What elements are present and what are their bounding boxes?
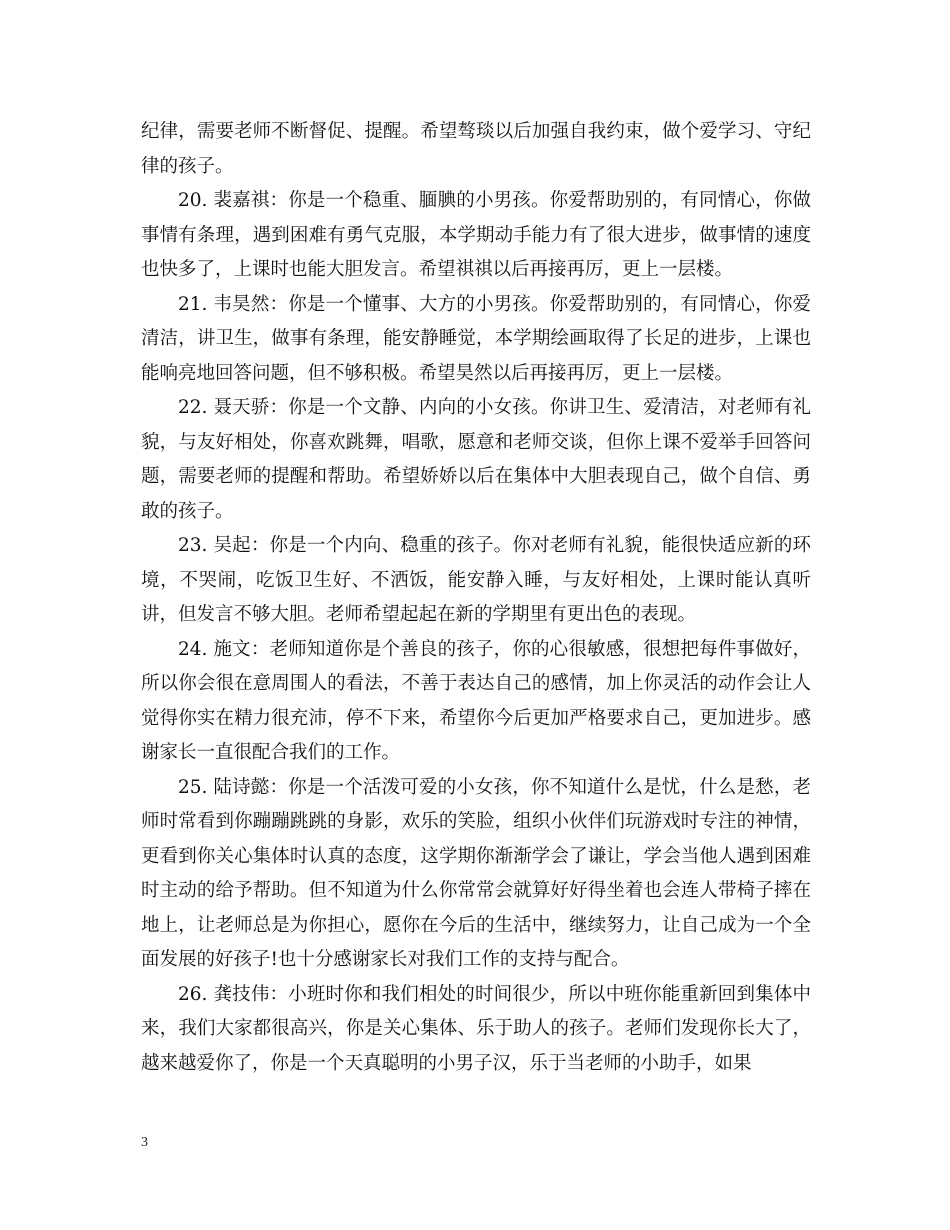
paragraph-item-21: 21. 韦昊然：你是一个懂事、大方的小男孩。你爱帮助别的，有同情心，你爱清洁，讲卫生，做事有条理，能安静睡觉，本学期绘画取得了长足的进步，上课也能响亮地回答问题，但不够积极。希望昊然以后再接再厉，更上一层楼。 <box>141 293 811 384</box>
paragraph-item-26: 26. 龚技伟：小班时你和我们相处的时间很少，所以中班你能重新回到集体中来，我们大家都很高兴，你是关心集体、乐于助人的孩子。老师们发现你长大了，越来越爱你了，你是一个天真聪明的小男子汉，乐于当老师的小助手，如果 <box>141 983 811 1074</box>
page-number: 3 <box>141 1135 148 1150</box>
paragraph-item-24: 24. 施文：老师知道你是个善良的孩子，你的心很敏感，很想把每件事做好，所以你会很在意周围人的看法，不善于表达自己的感情，加上你灵活的动作会让人觉得你实在精力很充沛，停不下来，希望你今后更加严格要求自己，更加进步。感谢家长一直很配合我们的工作。 <box>141 638 811 763</box>
paragraph-item-22: 22. 聂天骄：你是一个文静、内向的小女孩。你讲卫生、爱清洁，对老师有礼貌，与友好相处，你喜欢跳舞，唱歌，愿意和老师交谈，但你上课不爱举手回答问题，需要老师的提醒和帮助。希望娇娇以后在集体中大胆表现自己，做个自信、勇敢的孩子。 <box>141 397 811 522</box>
paragraph-item-20: 20. 裴嘉祺：你是一个稳重、腼腆的小男孩。你爱帮助别的，有同情心，你做事情有条理，遇到困难有勇气克服，本学期动手能力有了很大进步，做事情的速度也快多了，上课时也能大胆发言。希望祺祺以后再接再厉，更上一层楼。 <box>141 190 811 280</box>
paragraph-continuation: 纪律，需要老师不断督促、提醒。希望骜琰以后加强自我约束，做个爱学习、守纪律的孩子。 <box>141 121 811 177</box>
paragraph-item-23: 23. 吴起：你是一个内向、稳重的孩子。你对老师有礼貌，能很快适应新的环境，不哭闹，吃饭卫生好、不洒饭，能安静入睡，与友好相处，上课时能认真听讲，但发言不够大胆。老师希望起起在新的学期里有更出色的表现。 <box>141 535 811 625</box>
document-body <box>141 115 811 1081</box>
paragraph-item-25: 25. 陆诗懿：你是一个活泼可爱的小女孩，你不知道什么是忧，什么是愁，老师时常看到你蹦蹦跳跳的身影，欢乐的笑脸，组织小伙伴们玩游戏时专注的神情，更看到你关心集体时认真的态度，这学期你渐渐学会了谦让，学会当他人遇到困难时主动的给予帮助。但不知道为什么你常常会就算好好得坐着也会连人带椅子摔在地上，让老师总是为你担心，愿你在今后的生活中，继续努力，让自己成为一个全面发展的好孩子!也十分感谢家长对我们工作的支持与配合。 <box>141 776 811 970</box>
